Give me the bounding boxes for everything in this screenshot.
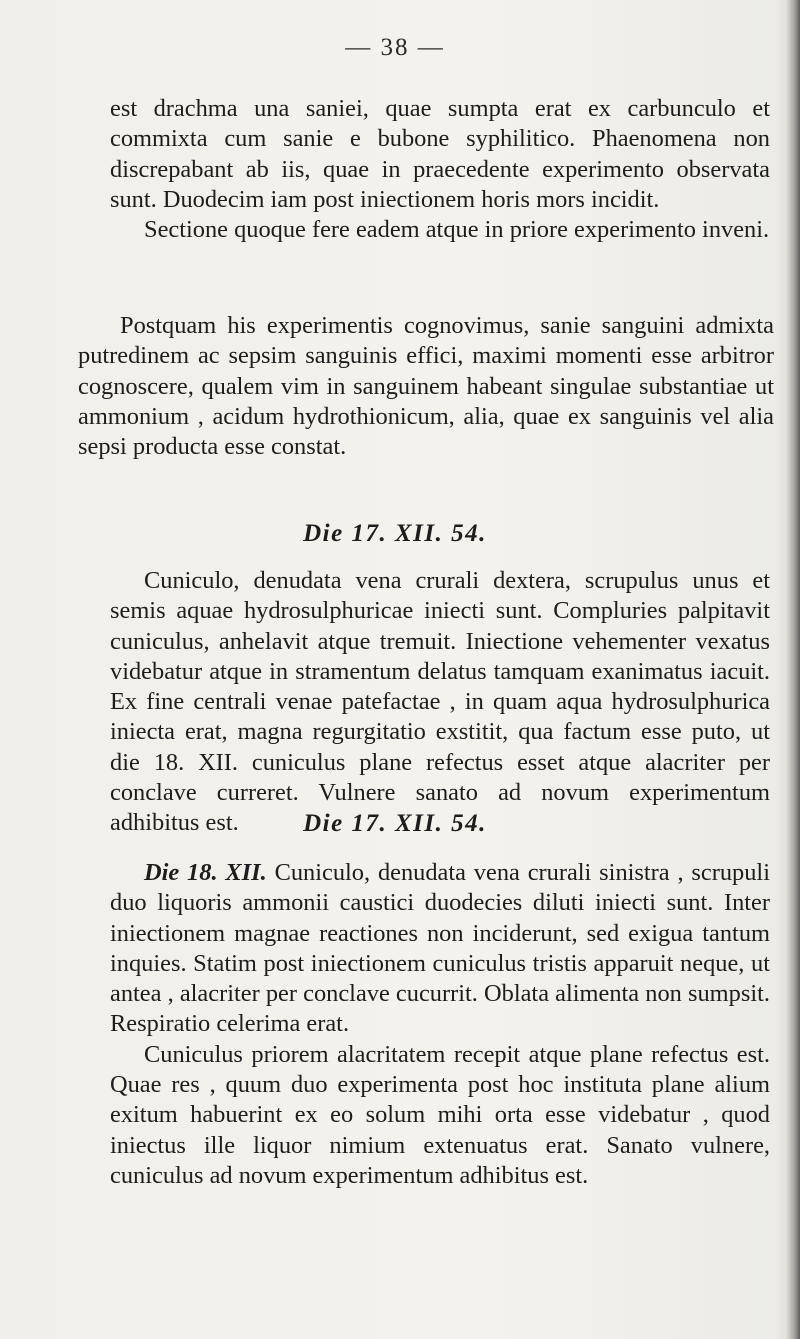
text-block-2 bbox=[78, 311, 774, 462]
paragraph: Cuniculus priorem alacritatem recepit atque plane refectus est. Quae res , quum duo experimenta post hoc instituta plane alium exitum habuerint ex eo solum mihi orta esse videbatur , quod iniectus ille liquor nimium extenuatus erat. Sanato vulnere, cuniculus ad novum experimentum adhibitus est. bbox=[110, 1040, 770, 1189]
paragraph: Postquam his experimentis cognovimus, sanie sanguini admixta putredinem ac sepsim sanguinis effici, maximi momenti esse arbitror cognoscere, qualem vim in sanguinem habeant singulae substantiae ut ammonium , acidum hydrothionicum, alia, quae ex sanguinis vel alia sepsi producta esse constat. bbox=[78, 312, 774, 461]
text-block-4 bbox=[110, 858, 770, 1191]
inline-date: Die 18. XII. bbox=[144, 859, 267, 886]
date-heading-1: Die 17. XII. 54. bbox=[303, 520, 487, 547]
paragraph: Sectione quoque fere eadem atque in priore experimento inveni. bbox=[144, 216, 770, 244]
text-block-3 bbox=[110, 566, 770, 839]
date-heading-2: Die 17. XII. 54. bbox=[303, 810, 487, 837]
page-edge-shadow bbox=[786, 0, 800, 1339]
paragraph bbox=[110, 858, 770, 1040]
paragraph: Cuniculo, denudata vena crurali dextera, scrupulus unus et semis aquae hydrosulphuricae iniecti sunt. Compluries palpitavit cuniculus, anhelavit atque tremuit. Iniectione vehementer vexatus videbatur atque in stramentum delatus tamquam exanimatus iacuit. Ex fine centrali venae patefactae , in quam aqua hydrosulphurica iniecta erat, magna regurgitatio exstitit, qua factum esse puto, ut die 18. XII. cuniculus plane refectus esset atque alacriter per conclave curreret. Vulnere sanato ad novum experimentum adhibitus est. bbox=[110, 567, 770, 837]
paragraph: est drachma una saniei, quae sumpta erat ex carbunculo et commixta cum sanie e bubone syphilitico. Phaenomena non discrepabant ab iis, quae in praecedente experimento observata sunt. Duodecim iam post iniectionem horis mors incidit. bbox=[110, 95, 770, 213]
page-number: — 38 — bbox=[345, 34, 445, 61]
text-block-1 bbox=[110, 94, 770, 245]
paragraph-text: Cuniculo, denudata vena crurali sinistra , scrupuli duo liquoris ammonii caustici duodecies diluti iniecti sunt. Inter iniectionem magnae reactiones non inciderunt, sed exigua tantum inquies. Statim post iniectionem cuniculus tristis apparuit neque, ut antea , alacriter per conclave cucurrit. Oblata alimenta non sumpsit. Respiratio celerima erat. bbox=[110, 859, 770, 1038]
